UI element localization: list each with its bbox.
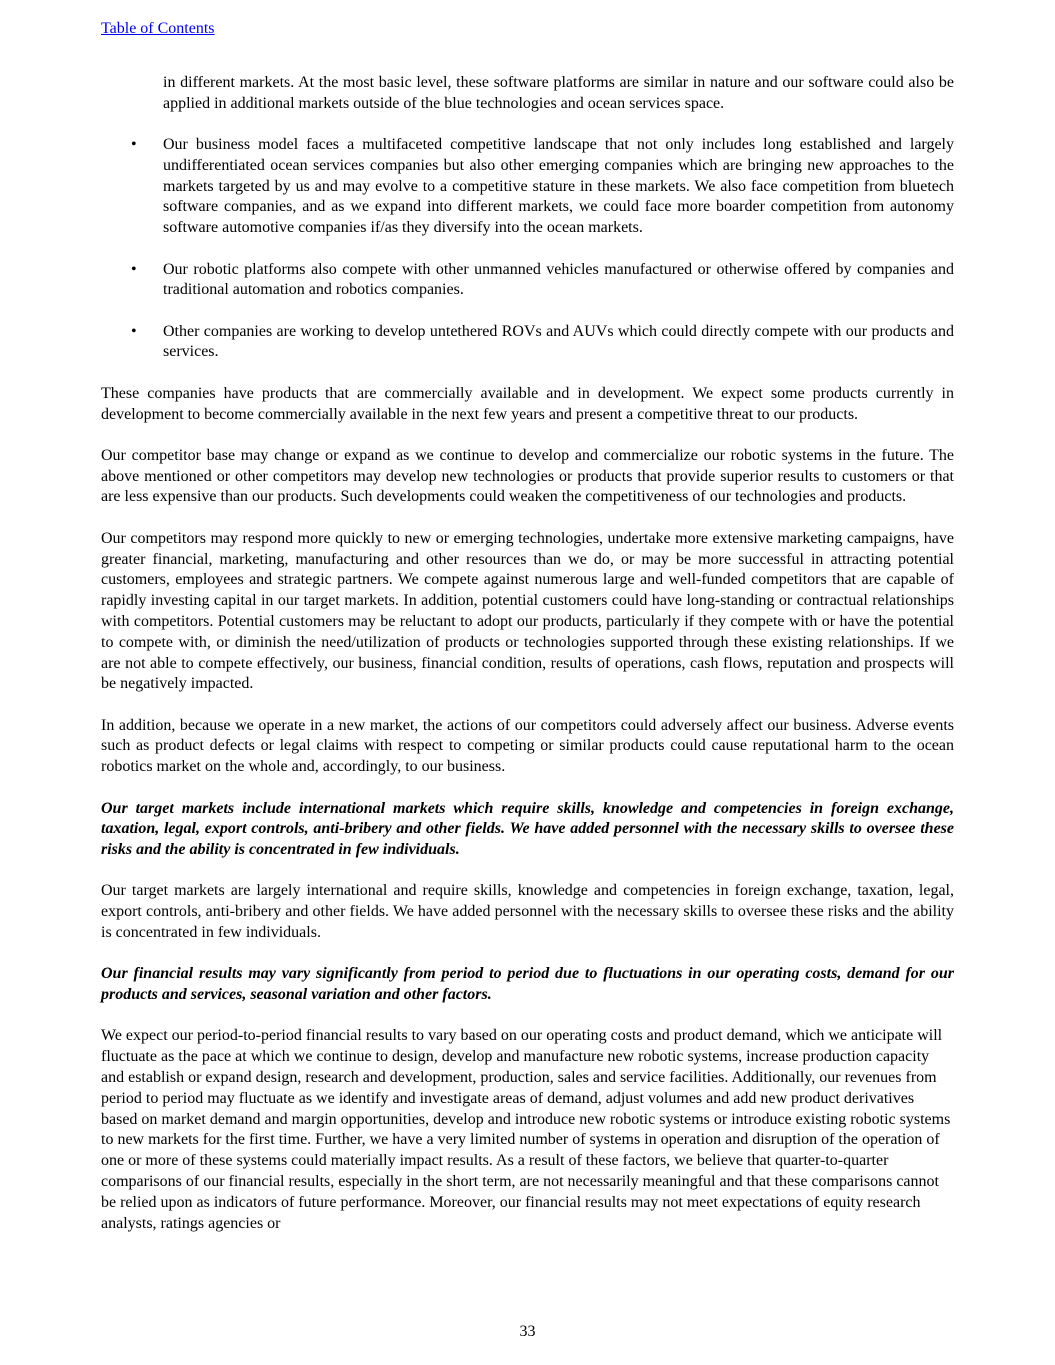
bullet-text: Our business model faces a multifaceted competitive landscape that not only includes long established and largely undifferentiated ocean services companies but also other emerging companies which are bringing new approaches to the markets targeted by us and may evolve to a competitive stature in these markets. We also face competition from bluetech software companies, and as we expand into different markets, we could face more boarder competition from autonomy software automotive companies if/as they diversify into the ocean markets. [163,136,954,237]
bullet-marker: • [131,322,137,340]
bullet-marker: • [131,260,137,278]
page-number: 33 [519,1323,536,1340]
risk-factor-body: We expect our period-to-period financial results to vary based on our operating costs and product demand, which we anticipate will fluctuate as the pace at which we continue to design, develop and manufacture new robotic systems, increase production capacity and establish or expand design, research and development, production, sales and service facilities. Additionally, our revenues from period to period may fluctuate as we identify and investigate areas of demand, adjust volumes and add new product derivatives based on market demand and margin opportunities, develop and introduce new robotic systems or introduce existing robotic systems to new markets for the first time. Further, we have a very limited number of systems in operation and disruption of the operation of one or more of these systems could materially impact results. As a result of these factors, we believe that quarter-to-quarter comparisons of our financial results, especially in the short term, are not necessarily meaningful and that these comparisons cannot be relied upon as indicators of future performance. Moreover, our financial results may not meet expectations of equity research analysts, ratings agencies or [101,1027,951,1232]
body-paragraph: These companies have products that are commercially available and in development. We expect some products currently in development to become commercially available in the next few years and present a competitive threat to our products. [101,384,954,423]
risk-factor-body: Our target markets are largely international and require skills, knowledge and competencies in foreign exchange, taxation, legal, export controls, anti-bribery and other fields. We have added personnel with the necessary skills to oversee these risks and the ability is concentrated in few individuals. [101,882,954,941]
bullet-text: Other companies are working to develop untethered ROVs and AUVs which could directly compete with our products and services. [163,322,954,361]
bullet-item [101,322,954,364]
bullet-marker: • [131,136,137,154]
bullet-item [101,260,954,302]
bullet-item [101,135,954,239]
table-of-contents-link[interactable]: Table of Contents [101,20,215,37]
continuation-paragraph: in different markets. At the most basic level, these software platforms are similar in nature and our software could also be applied in additional markets outside of the blue technologies and ocean services space. [163,74,954,112]
risk-factor-heading: Our target markets include international markets which require skills, knowledge and competencies in foreign exchange, taxation, legal, export controls, anti-bribery and other fields. We have added personnel with the necessary skills to oversee these risks and the ability is concentrated in few individuals. [101,799,954,859]
body-paragraph: In addition, because we operate in a new market, the actions of our competitors could adversely affect our business. Adverse events such as product defects or legal claims with respect to competing or similar products could cause reputational harm to the ocean robotics market on the whole and, accordingly, to our business. [101,716,954,776]
document-body [101,73,954,1255]
bullet-text: Our robotic platforms also compete with other unmanned vehicles manufactured or otherwise offered by companies and traditional automation and robotics companies. [163,260,954,299]
risk-factor-heading: Our financial results may vary significantly from period to period due to fluctuations in our operating costs, demand for our products and services, seasonal variation and other factors. [101,965,954,1004]
body-paragraph: Our competitor base may change or expand as we continue to develop and commercialize our robotic systems in the future. The above mentioned or other competitors may develop new technologies or products that provide superior results to customers or that are less expensive than our products. Such developments could weaken the competitiveness of our technologies and products. [101,446,954,506]
body-paragraph: Our competitors may respond more quickly to new or emerging technologies, undertake more extensive marketing campaigns, have greater financial, marketing, manufacturing and other resources than we do, or may be more successful in attracting potential customers, employees and strategic partners. We compete against numerous large and well-funded competitors that are capable of rapidly investing capital in our target markets. In addition, potential customers could have long-standing or contractual relationships with competitors. Potential customers may be reluctant to adopt our products, particularly if they compete with or have the potential to compete with, or diminish the need/utilization of products or technologies supported through these existing relationships. If we are not able to compete effectively, our business, financial condition, results of operations, cash flows, reputation and prospects will be negatively impacted. [101,529,954,693]
